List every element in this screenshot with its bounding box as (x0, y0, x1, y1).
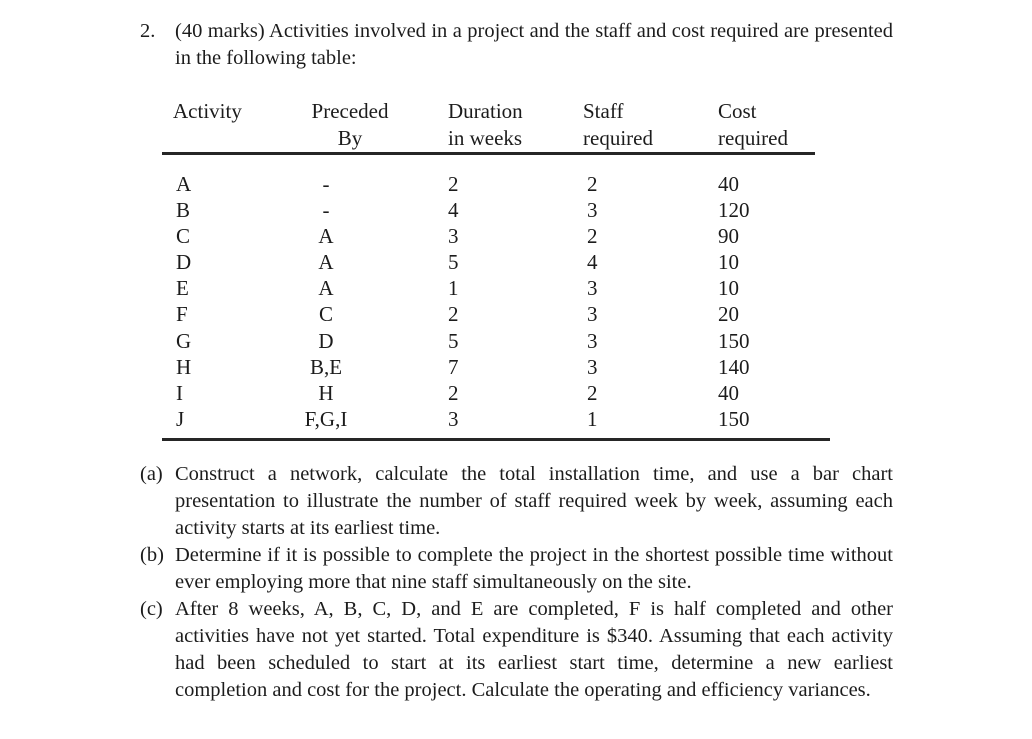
cell-cost: 140 (718, 354, 750, 379)
col-header-staff-line1: Staff (583, 99, 624, 123)
cell-duration: 4 (448, 198, 459, 223)
question-heading (140, 18, 893, 72)
cell-staff: 3 (587, 276, 598, 301)
cell-activity: G (176, 328, 192, 353)
col-header-duration (445, 98, 575, 152)
table-row (162, 354, 830, 380)
cell-cost: 40 (718, 380, 739, 405)
cell-duration: 2 (448, 172, 459, 196)
cell-preceded-by: F,G,I (304, 406, 348, 431)
col-header-cost-line1: Cost (718, 99, 757, 123)
cell-duration: 2 (448, 380, 459, 405)
cell-duration: 7 (448, 354, 459, 379)
table-bottom-rule (162, 438, 830, 441)
question-number: 2. (140, 20, 156, 42)
part-b-label: (b) (140, 544, 164, 566)
question-parts (140, 461, 893, 704)
part-c-label: (c) (140, 598, 163, 620)
cell-preceded-by: - (322, 172, 330, 196)
table-row (162, 171, 830, 197)
table-row (162, 275, 830, 301)
cell-duration: 2 (448, 302, 459, 327)
cell-activity: A (176, 172, 192, 196)
cell-cost: 150 (718, 406, 750, 431)
cell-activity: C (176, 224, 191, 249)
activities-table (162, 98, 830, 441)
part-a (140, 461, 893, 542)
cell-duration: 3 (448, 224, 459, 249)
col-header-activity-line2 (173, 125, 300, 152)
col-header-activity (162, 98, 300, 152)
cell-duration: 3 (448, 406, 459, 431)
cell-activity: H (176, 354, 192, 379)
cell-staff: 3 (587, 354, 598, 379)
cell-preceded-by: C (318, 302, 333, 327)
col-header-duration-line1: Duration (448, 99, 523, 123)
col-header-staff-line2: required (583, 126, 653, 150)
table-row (162, 197, 830, 223)
cell-cost: 10 (718, 276, 739, 301)
cell-staff: 1 (587, 406, 598, 431)
cell-cost: 40 (718, 172, 739, 196)
question-intro-text: (40 marks) Activities involved in a project and the staff and cost required are presented in the following table: (175, 20, 893, 69)
part-b-text: Determine if it is possible to complete the project in the shortest possible time without ever employing more that nine staff simultaneously on the site. (175, 544, 893, 593)
cell-preceded-by: - (322, 198, 330, 223)
cell-staff: 4 (587, 250, 598, 275)
part-a-text: Construct a network, calculate the total installation time, and use a bar chart presentation to illustrate the number of staff required week by week, assuming each activity starts at its earliest time. (175, 463, 893, 539)
table-row (162, 301, 830, 327)
cell-activity: F (176, 302, 188, 327)
table-header-row (162, 98, 830, 152)
cell-activity: B (176, 198, 191, 223)
table-row (162, 328, 830, 354)
col-header-duration-line2: in weeks (448, 126, 523, 150)
table-row (162, 223, 830, 249)
cell-staff: 2 (587, 172, 598, 196)
table-header-rule (162, 152, 815, 155)
cell-duration: 5 (448, 250, 459, 275)
cell-activity: J (176, 406, 185, 431)
cell-duration: 1 (448, 276, 459, 301)
col-header-cost (705, 98, 830, 152)
col-header-staff (575, 98, 705, 152)
cell-cost: 120 (718, 198, 750, 223)
cell-cost: 20 (718, 302, 739, 327)
table-row (162, 406, 830, 432)
cell-cost: 10 (718, 250, 739, 275)
cell-preceded-by: A (318, 250, 334, 275)
cell-preceded-by: A (318, 224, 334, 249)
col-header-preceded-by (300, 98, 445, 152)
cell-preceded-by: D (318, 328, 334, 353)
table-body (162, 171, 830, 432)
cell-staff: 3 (587, 302, 598, 327)
col-header-activity-line1: Activity (173, 99, 242, 123)
table-row (162, 380, 830, 406)
col-header-preceded-by-line1: Preceded (311, 99, 389, 123)
part-c (140, 596, 893, 704)
col-header-preceded-by-line2: By (337, 126, 363, 150)
cell-activity: D (176, 250, 192, 275)
cell-staff: 3 (587, 198, 598, 223)
cell-cost: 150 (718, 328, 750, 353)
cell-preceded-by: H (318, 380, 334, 405)
cell-staff: 2 (587, 224, 598, 249)
cell-preceded-by: A (318, 276, 334, 301)
part-b (140, 542, 893, 596)
part-a-label: (a) (140, 463, 163, 485)
cell-staff: 2 (587, 380, 598, 405)
cell-duration: 5 (448, 328, 459, 353)
cell-staff: 3 (587, 328, 598, 353)
col-header-cost-line2: required (718, 126, 788, 150)
cell-preceded-by: B,E (309, 354, 343, 379)
cell-activity: E (176, 276, 189, 301)
part-c-text: After 8 weeks, A, B, C, D, and E are completed, F is half completed and other activities have not yet started. Total expenditure is $340. Assuming that each activity had been scheduled to start at its earliest start time, determine a new earliest completion and cost for the project. Calculate the operating and efficiency variances. (175, 598, 893, 701)
cell-cost: 90 (718, 224, 739, 249)
table-row (162, 249, 830, 275)
cell-activity: I (176, 380, 183, 405)
